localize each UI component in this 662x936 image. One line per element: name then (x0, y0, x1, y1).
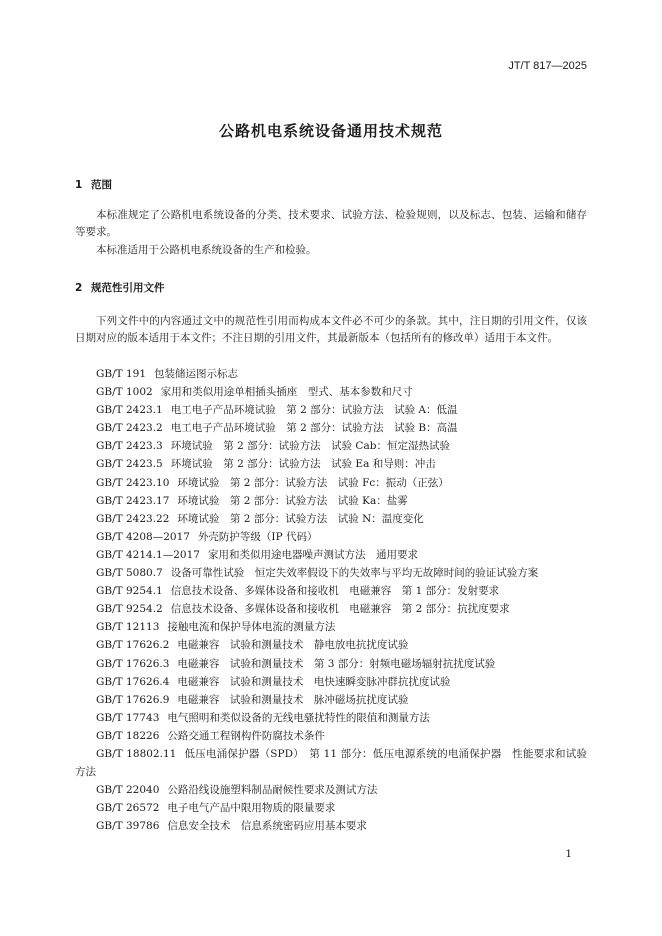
normative-references-intro: 下列文件中的内容通过文中的规范性引用而构成本文件必不可少的条款。其中，注日期的引用文件，仅该日期对应的版本适用于本文件；不注日期的引用文件，其最新版本（包括所有的修改单）适用于本文件。 (75, 315, 587, 344)
document-code: JT/T 817—2025 (508, 60, 587, 72)
reference-code: GB/T 18226 (96, 729, 160, 742)
reference-item (75, 655, 587, 673)
reference-item (75, 455, 587, 473)
reference-title: 家用和类似用途电器噪声测试方法 通用要求 (207, 548, 418, 561)
reference-code: GB/T 17626.9 (96, 693, 170, 706)
reference-title: 环境试验 第 2 部分：试验方法 试验 Cab：恒定湿热试验 (170, 440, 450, 453)
reference-item (75, 492, 587, 510)
reference-code: GB/T 39786 (96, 820, 160, 833)
reference-code: GB/T 17626.2 (96, 639, 170, 652)
reference-title: 包装储运图示标志 (154, 368, 239, 380)
reference-code: GB/T 2423.10 (96, 476, 170, 489)
reference-title: 设备可靠性试验 恒定失效率假设下的失效率与平均无故障时间的验证试验方案 (170, 567, 539, 580)
reference-code: GB/T 1002 (96, 386, 153, 399)
reference-item (75, 691, 587, 709)
reference-title: 电磁兼容 试验和测量技术 脉冲磁场抗扰度试验 (177, 693, 409, 706)
reference-title: 公路交通工程钢构件防腐技术条件 (167, 729, 325, 742)
section-2-heading (75, 280, 165, 295)
section-title: 规范性引用文件 (91, 282, 165, 294)
reference-code: GB/T 2423.3 (96, 440, 163, 453)
reference-title: 电磁兼容 试验和测量技术 第 3 部分：射频电磁场辐射抗扰度试验 (177, 657, 496, 670)
reference-title: 信息技术设备、多媒体设备和接收机 电磁兼容 第 1 部分：发射要求 (170, 585, 500, 598)
reference-code: GB/T 17743 (96, 711, 160, 724)
reference-title: 电工电子产品环境试验 第 2 部分：试验方法 试验 A：低温 (170, 404, 458, 417)
reference-code: GB/T 2423.2 (96, 422, 163, 435)
reference-title: 环境试验 第 2 部分：试验方法 试验 N：温度变化 (177, 512, 424, 525)
reference-item (75, 745, 587, 781)
reference-code: GB/T 18802.11 (96, 747, 177, 760)
reference-item (75, 582, 587, 600)
reference-item (75, 546, 587, 564)
reference-title: 电气照明和类似设备的无线电骚扰特性的限值和测量方法 (167, 711, 430, 724)
reference-item (75, 817, 587, 835)
reference-item (75, 419, 587, 437)
reference-title: 低压电涌保护器（SPD） 第 11 部分：低压电源系统的电涌保护器 性能要求和试验方法 (75, 747, 587, 779)
reference-item (75, 401, 587, 419)
reference-code: GB/T 12113 (96, 621, 160, 634)
reference-item (75, 365, 587, 383)
reference-code: GB/T 4214.1—2017 (96, 548, 200, 561)
scope-paragraph-1: 本标准规定了公路机电系统设备的分类、技术要求、试验方法、检验规则，以及标志、包装、运输和储存等要求。 (75, 209, 587, 238)
reference-title: 环境试验 第 2 部分：试验方法 试验 Ka：盐雾 (177, 494, 408, 507)
reference-title: 家用和类似用途单相插头插座 型式、基本参数和尺寸 (160, 386, 413, 399)
reference-title: 信息安全技术 信息系统密码应用基本要求 (167, 820, 367, 833)
reference-item (75, 727, 587, 745)
reference-item (75, 510, 587, 528)
reference-title: 环境试验 第 2 部分：试验方法 试验 Ea 和导则：冲击 (170, 458, 436, 471)
reference-code: GB/T 2423.1 (96, 404, 163, 417)
scope-paragraph-2: 本标准适用于公路机电系统设备的生产和检验。 (96, 244, 317, 256)
document-title: 公路机电系统设备通用技术规范 (218, 122, 443, 140)
reference-title: 环境试验 第 2 部分：试验方法 试验 Fc：振动（正弦） (177, 476, 449, 489)
reference-title: 电工电子产品环境试验 第 2 部分：试验方法 试验 B：高温 (170, 422, 458, 435)
reference-title: 接触电流和保护导体电流的测量方法 (167, 621, 336, 634)
reference-list (75, 365, 587, 835)
page-number: 1 (565, 848, 572, 860)
reference-item (75, 673, 587, 691)
reference-code: GB/T 9254.2 (96, 603, 163, 616)
reference-code: GB/T 191 (96, 368, 147, 380)
reference-item (75, 437, 587, 455)
reference-code: GB/T 26572 (96, 802, 160, 815)
reference-code: GB/T 5080.7 (96, 567, 163, 580)
reference-title: 公路沿线设施塑料制品耐候性要求及测试方法 (167, 784, 378, 797)
reference-item (75, 781, 587, 799)
reference-code: GB/T 17626.3 (96, 657, 170, 670)
reference-code: GB/T 17626.4 (96, 675, 170, 688)
reference-item (75, 600, 587, 618)
reference-item (75, 528, 587, 546)
reference-code: GB/T 2423.22 (96, 512, 170, 525)
reference-item (75, 383, 587, 401)
reference-item (75, 564, 587, 582)
reference-code: GB/T 9254.1 (96, 585, 163, 598)
reference-item (75, 618, 587, 636)
section-title: 范围 (91, 179, 112, 191)
section-number: 1 (75, 179, 83, 191)
section-number: 2 (75, 282, 83, 294)
reference-item (75, 709, 587, 727)
reference-title: 外壳防护等级（IP 代码） (197, 530, 318, 543)
reference-title: 信息技术设备、多媒体设备和接收机 电磁兼容 第 2 部分：抗扰度要求 (170, 603, 510, 616)
reference-code: GB/T 22040 (96, 784, 160, 797)
reference-code: GB/T 2423.17 (96, 494, 170, 507)
reference-item (75, 474, 587, 492)
section-1-heading (75, 177, 112, 192)
reference-code: GB/T 4208—2017 (96, 530, 190, 543)
reference-item (75, 799, 587, 817)
reference-code: GB/T 2423.5 (96, 458, 163, 471)
reference-title: 电子电气产品中限用物质的限量要求 (167, 802, 336, 815)
reference-item (75, 636, 587, 654)
reference-title: 电磁兼容 试验和测量技术 静电放电抗扰度试验 (177, 639, 409, 652)
reference-title: 电磁兼容 试验和测量技术 电快速瞬变脉冲群抗扰度试验 (177, 675, 451, 688)
